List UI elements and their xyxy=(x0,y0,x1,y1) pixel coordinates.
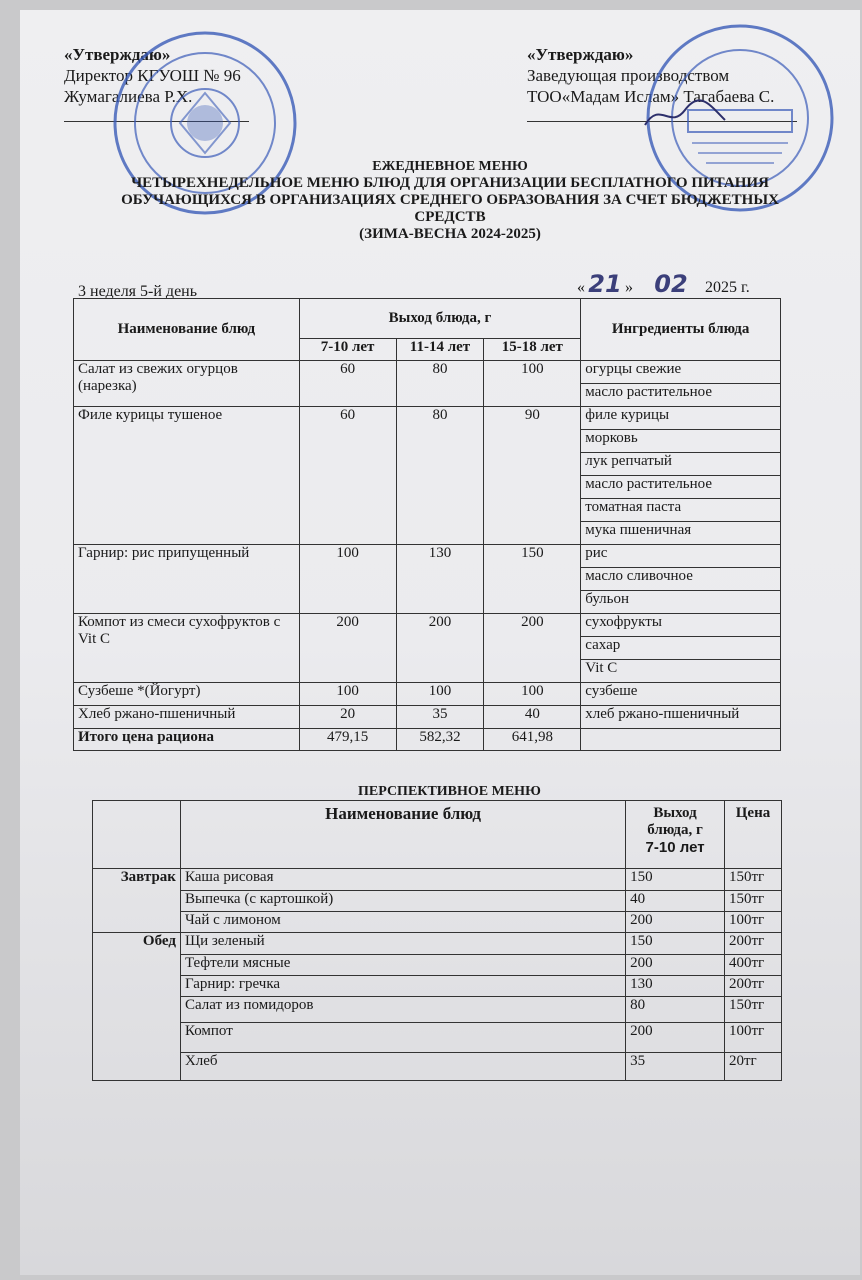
dish-yield-3: 150 xyxy=(484,545,581,614)
header-age-3: 15-18 лет xyxy=(484,339,581,361)
header-dish-name-2: Наименование блюд xyxy=(180,801,625,869)
dish-yield-3: 40 xyxy=(484,706,581,729)
header-yield-2 xyxy=(626,801,725,869)
approval-left-line1: Директор КГУОШ № 96 xyxy=(64,66,241,85)
dish-name: Хлеб ржано-пшеничный xyxy=(74,706,300,729)
dish-name: Гарнир: рис припущенный xyxy=(74,545,300,614)
total-empty-cell xyxy=(581,729,781,751)
perspective-dish: Щи зеленый xyxy=(180,933,625,955)
dish-yield-2: 80 xyxy=(396,407,484,545)
ingredient: сахар xyxy=(581,637,781,660)
dish-name: Филе курицы тушеное xyxy=(74,407,300,545)
ingredient: сухофрукты xyxy=(581,614,781,637)
perspective-grams: 200 xyxy=(626,955,725,976)
date-close-quote: » xyxy=(625,279,633,296)
date-year: 2025 г. xyxy=(705,279,750,296)
total-1: 479,15 xyxy=(299,729,396,751)
signature-line-right xyxy=(527,107,797,122)
document-title xyxy=(70,158,830,243)
approval-left-line2: Жумагалиева Р.Х. xyxy=(64,87,193,106)
dish-yield-2: 80 xyxy=(396,361,484,407)
ingredient: масло растительное xyxy=(581,384,781,407)
date-month: 02 xyxy=(637,270,705,299)
perspective-heading: ПЕРСПЕКТИВНОЕ МЕНЮ xyxy=(358,784,541,799)
ingredient: хлеб ржано-пшеничный xyxy=(581,706,781,729)
perspective-price: 400тг xyxy=(725,955,782,976)
total-label: Итого цена рациона xyxy=(74,729,300,751)
approval-right xyxy=(527,44,797,122)
dish-yield-3: 90 xyxy=(484,407,581,545)
ingredient: морковь xyxy=(581,430,781,453)
header-yield-line1: Выход xyxy=(653,805,697,821)
dish-yield-3: 200 xyxy=(484,614,581,683)
menu-date xyxy=(577,270,750,299)
title-line-1: ЕЖЕДНЕВНОЕ МЕНЮ xyxy=(372,159,528,174)
date-day: 21 xyxy=(585,270,625,299)
ingredient: филе курицы xyxy=(581,407,781,430)
header-yield: Выход блюда, г xyxy=(299,299,581,339)
total-2: 582,32 xyxy=(396,729,484,751)
perspective-grams: 35 xyxy=(626,1053,725,1081)
ingredient: мука пшеничная xyxy=(581,522,781,545)
signature-line-left xyxy=(64,107,249,122)
approval-left xyxy=(64,44,249,122)
perspective-dish: Чай с лимоном xyxy=(180,912,625,933)
perspective-grams: 150 xyxy=(626,869,725,891)
section-breakfast: Завтрак xyxy=(93,869,181,933)
dish-yield-1: 100 xyxy=(299,545,396,614)
header-age-1: 7-10 лет xyxy=(299,339,396,361)
ingredient: Vit C xyxy=(581,660,781,683)
dish-yield-3: 100 xyxy=(484,361,581,407)
perspective-grams: 200 xyxy=(626,1023,725,1053)
perspective-price: 150тг xyxy=(725,869,782,891)
perspective-dish: Компот xyxy=(180,1023,625,1053)
header-ingredients: Ингредиенты блюда xyxy=(581,299,781,361)
ingredient: масло сливочное xyxy=(581,568,781,591)
perspective-grams: 40 xyxy=(626,891,725,912)
perspective-price: 100тг xyxy=(725,912,782,933)
perspective-price: 150тг xyxy=(725,891,782,912)
dish-yield-1: 20 xyxy=(299,706,396,729)
title-line-4: СРЕДСТВ xyxy=(414,209,486,225)
dish-yield-2: 35 xyxy=(396,706,484,729)
section-lunch: Обед xyxy=(93,933,181,1081)
perspective-grams: 200 xyxy=(626,912,725,933)
perspective-grams: 130 xyxy=(626,976,725,997)
perspective-grams: 150 xyxy=(626,933,725,955)
perspective-dish: Гарнир: гречка xyxy=(180,976,625,997)
header-yield-line2: блюда, г xyxy=(647,822,703,838)
approval-right-heading: «Утверждаю» xyxy=(527,45,634,64)
ingredient: бульон xyxy=(581,591,781,614)
dish-yield-1: 60 xyxy=(299,407,396,545)
header-price: Цена xyxy=(725,801,782,869)
total-3: 641,98 xyxy=(484,729,581,751)
ingredient: лук репчатый xyxy=(581,453,781,476)
dish-name: Салат из свежих огурцов (нарезка) xyxy=(74,361,300,407)
perspective-price: 200тг xyxy=(725,933,782,955)
approval-left-heading: «Утверждаю» xyxy=(64,45,171,64)
ingredient: сузбеше xyxy=(581,683,781,706)
perspective-dish: Хлеб xyxy=(180,1053,625,1081)
title-line-2: ЧЕТЫРЕХНЕДЕЛЬНОЕ МЕНЮ БЛЮД ДЛЯ ОРГАНИЗАЦИИ БЕСПЛАТНОГО ПИТАНИЯ xyxy=(131,175,769,191)
ingredient: томатная паста xyxy=(581,499,781,522)
approval-right-line2: ТОО«Мадам Ислам» Тагабаева С. xyxy=(527,87,775,106)
perspective-dish: Выпечка (с картошкой) xyxy=(180,891,625,912)
dish-yield-2: 200 xyxy=(396,614,484,683)
dish-name: Компот из смеси сухофруктов с Vit C xyxy=(74,614,300,683)
perspective-menu-table xyxy=(92,800,782,1081)
perspective-dish: Каша рисовая xyxy=(180,869,625,891)
dish-yield-2: 130 xyxy=(396,545,484,614)
header-meal xyxy=(93,801,181,869)
ingredient: огурцы свежие xyxy=(581,361,781,384)
header-yield-age: 7-10 лет xyxy=(645,839,705,856)
dish-yield-1: 100 xyxy=(299,683,396,706)
ingredient: рис xyxy=(581,545,781,568)
ingredient: масло растительное xyxy=(581,476,781,499)
dish-yield-1: 60 xyxy=(299,361,396,407)
title-line-3: ОБУЧАЮЩИХСЯ В ОРГАНИЗАЦИЯХ СРЕДНЕГО ОБРАЗОВАНИЯ ЗА СЧЕТ БЮДЖЕТНЫХ xyxy=(121,192,779,208)
perspective-price: 150тг xyxy=(725,997,782,1023)
perspective-dish: Салат из помидоров xyxy=(180,997,625,1023)
week-day-label: 3 неделя 5-й день xyxy=(78,283,198,300)
perspective-dish: Тефтели мясные xyxy=(180,955,625,976)
perspective-grams: 80 xyxy=(626,997,725,1023)
date-open-quote: « xyxy=(577,279,585,296)
dish-yield-2: 100 xyxy=(396,683,484,706)
dish-name: Сузбеше *(Йогурт) xyxy=(74,683,300,706)
title-line-5: (ЗИМА-ВЕСНА 2024-2025) xyxy=(359,226,541,242)
header-age-2: 11-14 лет xyxy=(396,339,484,361)
dish-yield-3: 100 xyxy=(484,683,581,706)
approval-right-line1: Заведующая производством xyxy=(527,66,730,85)
dish-yield-1: 200 xyxy=(299,614,396,683)
perspective-price: 100тг xyxy=(725,1023,782,1053)
daily-menu-table xyxy=(73,298,781,751)
header-dish-name: Наименование блюд xyxy=(74,299,300,361)
perspective-price: 20тг xyxy=(725,1053,782,1081)
perspective-price: 200тг xyxy=(725,976,782,997)
